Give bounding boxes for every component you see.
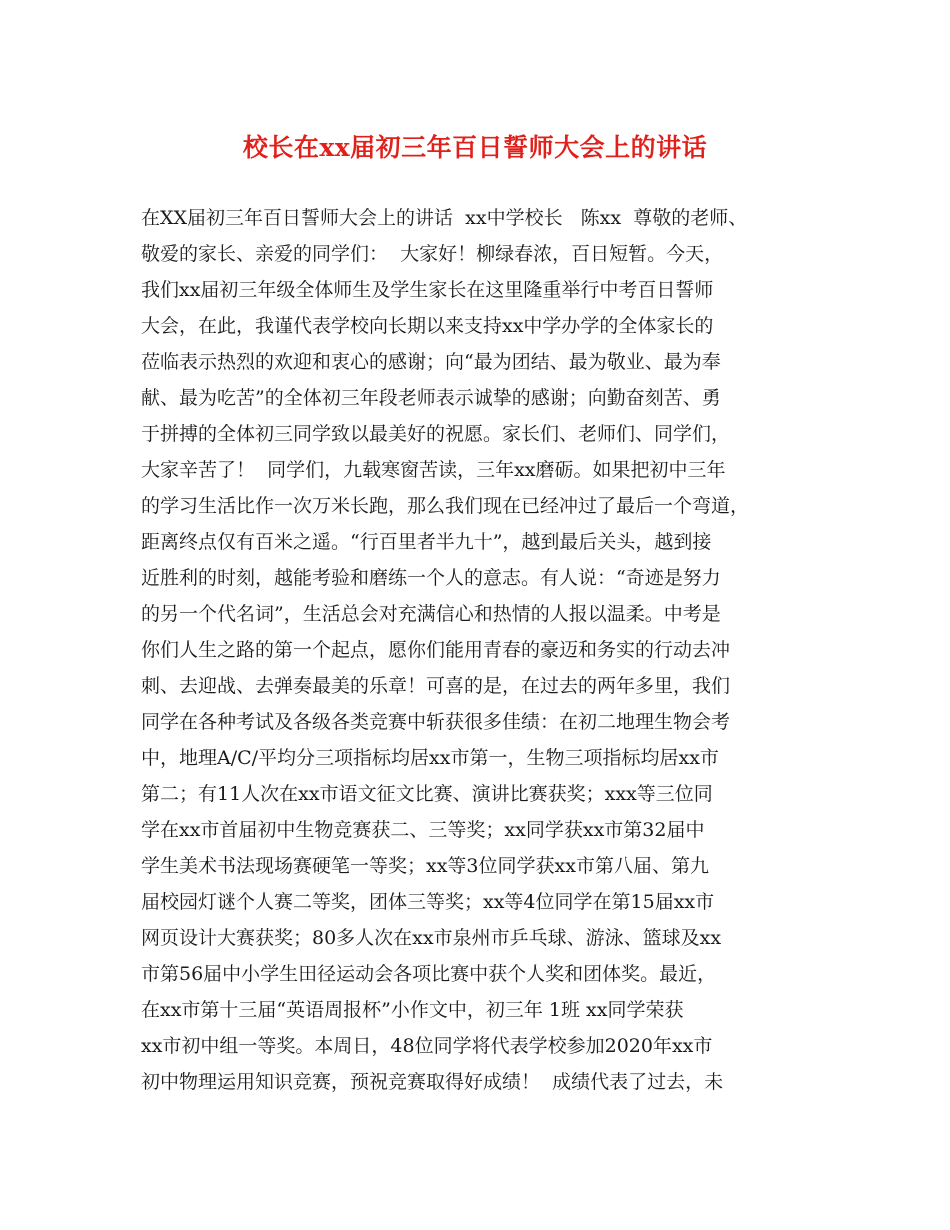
document-title: 校长在xx届初三年百日誓师大会上的讲话	[242, 133, 708, 162]
paragraph-line: 网页设计大赛获奖；80多人次在xx市泉州市乒乓球、游泳、篮球及xx	[141, 927, 722, 949]
paragraph-line: 大会，在此，我谨代表学校向长期以来支持xx中学办学的全体家长的	[141, 315, 714, 337]
paragraph-line: 献、最为吃苦”的全体初三年段老师表示诚挚的感谢；向勤奋刻苦、勇	[141, 387, 721, 409]
paragraph-line: 的学习生活比作一次万米长跑，那么我们现在已经冲过了最后一个弯道，	[141, 495, 750, 517]
paragraph-line: 大家辛苦了！ 同学们，九载寒窗苦读，三年xx磨砺。如果把初中三年	[141, 459, 726, 481]
document-body	[141, 200, 831, 1100]
paragraph-line: 市第56届中小学生田径运动会各项比赛中获个人奖和团体奖。最近，	[141, 963, 717, 985]
paragraph-line: 敬爱的家长、亲爱的同学们： 大家好！柳绿春浓，百日短暂。今天，	[141, 243, 724, 265]
paragraph-line: 学生美术书法现场赛硬笔一等奖；xx等3位同学获xx市第八届、第九	[141, 855, 709, 877]
paragraph-line: 我们xx届初三年级全体师生及学生家长在这里隆重举行中考百日誓师	[141, 279, 714, 301]
paragraph-line: 在XX届初三年百日誓师大会上的讲话 xx中学校长 陈xx 尊敬的老师、	[141, 207, 748, 229]
paragraph-line: 同学在各种考试及各级各类竞赛中斩获很多佳绩：在初二地理生物会考	[141, 711, 731, 733]
paragraph-line: 于拼搏的全体初三同学致以最美好的祝愿。家长们、老师们、同学们，	[141, 423, 731, 445]
paragraph-line: 的另一个代名词”，生活总会对充满信心和热情的人报以温柔。中考是	[141, 603, 721, 625]
paragraph-line: 学在xx市首届初中生物竞赛获二、三等奖；xx同学获xx市第32届中	[141, 819, 705, 841]
paragraph-line: 你们人生之路的第一个起点，愿你们能用青春的豪迈和务实的行动去冲	[141, 639, 731, 661]
paragraph-line: 刺、去迎战、去弹奏最美的乐章！可喜的是，在过去的两年多里，我们	[141, 675, 731, 697]
paragraph-line: 莅临表示热烈的欢迎和衷心的感谢；向“最为团结、最为敬业、最为奉	[141, 351, 721, 373]
paragraph-line: xx市初中组一等奖。本周日，48位同学将代表学校参加2020年xx市	[141, 1035, 713, 1057]
paragraph-line: 届校园灯谜个人赛二等奖，团体三等奖；xx等4位同学在第15届xx市	[141, 891, 715, 913]
paragraph-line: 在xx市第十三届“英语周报杯”小作文中，初三年 1班 xx同学荣获	[141, 999, 684, 1021]
paragraph-line: 近胜利的时刻，越能考验和磨练一个人的意志。有人说：“奇迹是努力	[141, 567, 721, 589]
paragraph-line: 中，地理A/C/平均分三项指标均居xx市第一，生物三项指标均居xx市	[141, 747, 719, 769]
paragraph-line: 距离终点仅有百米之遥。“行百里者半九十”，越到最后关头，越到接	[141, 531, 712, 553]
paragraph-line: 初中物理运用知识竞赛，预祝竞赛取得好成绩！ 成绩代表了过去，未	[141, 1071, 724, 1093]
paragraph-line: 第二；有11人次在xx市语文征文比赛、演讲比赛获奖；xxx等三位同	[141, 783, 713, 805]
